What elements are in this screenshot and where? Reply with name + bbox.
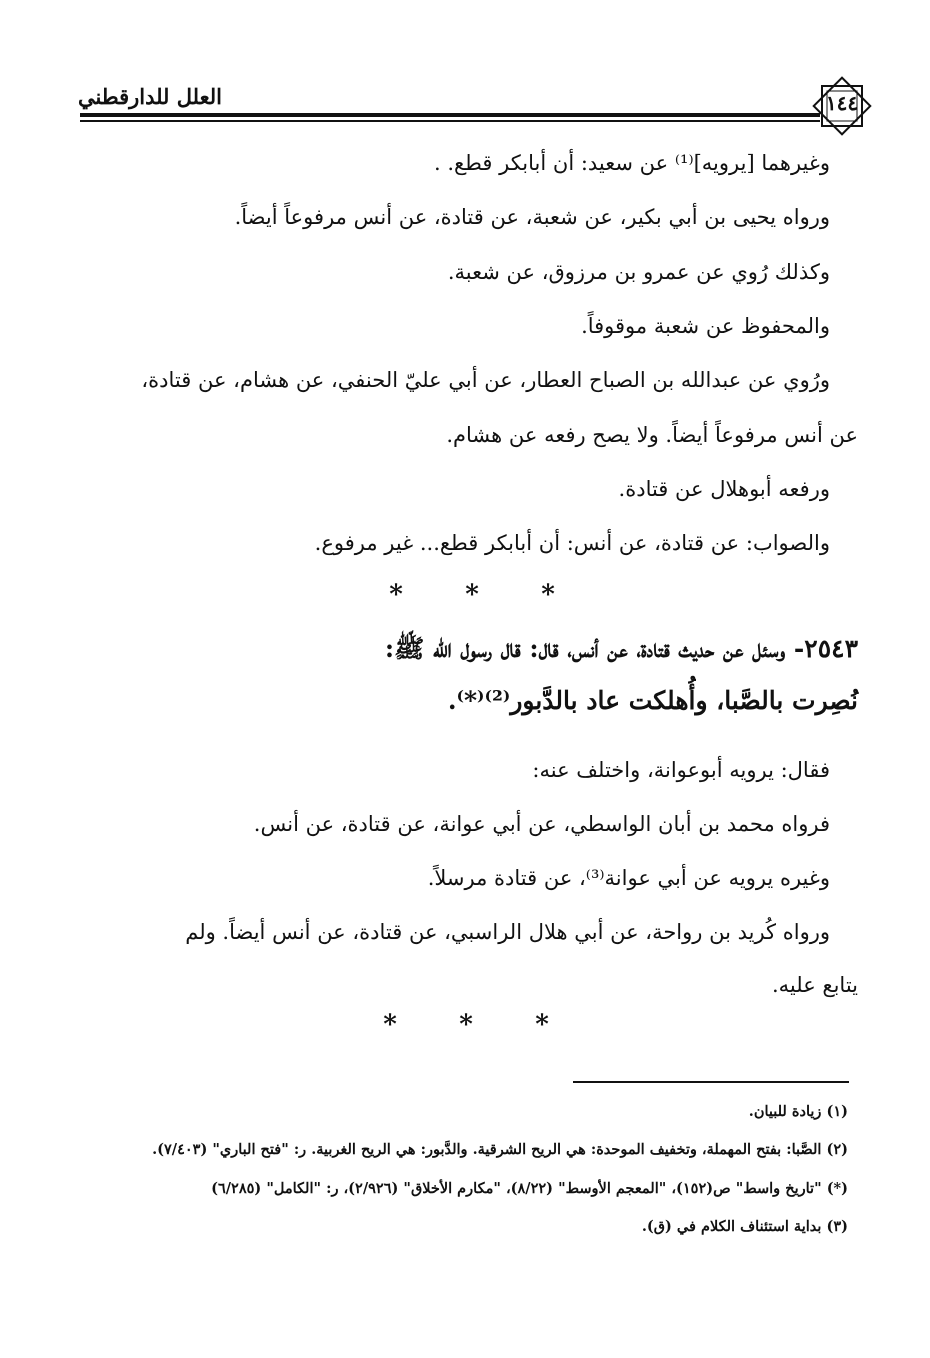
text-line-11: وغيره يرويه عن أبي عوانة⁽³⁾، عن قتادة مرسلاً. — [427, 866, 830, 890]
header-rule-thin — [80, 120, 820, 122]
text-line-6: عن أنس مرفوعاً أيضاً. ولا يصح رفعه عن هشام. — [446, 423, 858, 447]
separator-star: * — [389, 580, 403, 610]
section-separator-1 — [358, 580, 586, 610]
page-number: ١٤٤ — [825, 91, 859, 115]
running-title: العلل للدارقطني — [78, 84, 222, 109]
text-line-7: ورفعه أبوهلال عن قتادة. — [618, 477, 830, 501]
separator-star: * — [535, 1010, 549, 1040]
text-line-2: ورواه يحيى بن أبي بكير، عن شعبة، عن قتادة، عن أنس مرفوعاً أيضاً. — [234, 205, 830, 229]
footnote-2: (٢) الصَّبا: بفتح المهملة، وتخفيف الموحدة: هي الريح الشرقية. والدَّبور: هي الريح الغربية. ر: "فتح الباري" (٧/٤٠٣). — [152, 1141, 848, 1158]
separator-star: * — [459, 1010, 473, 1040]
section-separator-2 — [352, 1010, 580, 1040]
footnote-star: (*) "تاريخ واسط" ص(١٥٢)، "المعجم الأوسط" (٨/٢٢)، "مكارم الأخلاق" (٢/٩٢٦)، ر: "الكامل" (٦/٢٨٥) — [211, 1180, 848, 1197]
separator-star: * — [383, 1010, 397, 1040]
text-line-3: وكذلك رُوي عن عمرو بن مرزوق، عن شعبة. — [447, 260, 830, 284]
text-line-8: والصواب: عن قتادة، عن أنس: أن أبابكر قطع... غير مرفوع. — [314, 531, 830, 555]
text-line-12: ورواه كُريد بن رواحة، عن أبي هلال الراسبي، عن قتادة، عن أنس أيضاً. ولم — [185, 920, 830, 944]
footnote-1: (١) زيادة للبيان. — [748, 1103, 848, 1120]
text-line-13: يتابع عليه. — [771, 973, 858, 997]
entry-heading-line-1: ٢٥٤٣- وسئل عن حديث قتادة، عن أنس، قال: قال رسول الله ﷺ: — [384, 634, 858, 663]
page-number-badge — [808, 72, 876, 140]
footnote-3: (٣) بداية استئناف الكلام في (ق). — [641, 1218, 848, 1235]
text-line-10: فرواه محمد بن أبان الواسطي، عن أبي عوانة، عن قتادة، عن أنس. — [253, 812, 830, 836]
text-line-1: وغيرهما [يرويه]⁽¹⁾ عن سعيد: أن أبابكر قطع. . — [433, 151, 830, 175]
text-line-9: فقال: يرويه أبوعوانة، واختلف عنه: — [532, 758, 830, 782]
text-line-5: ورُوي عن عبدالله بن الصباح العطار، عن أبي عليّ الحنفي، عن هشام، عن قتادة، — [141, 368, 830, 392]
text-line-4: والمحفوظ عن شعبة موقوفاً. — [581, 314, 830, 338]
separator-star: * — [541, 580, 555, 610]
entry-heading-line-2: نُصِرت بالصَّبا، وأُهلكت عاد بالدَّبور⁽²⁾⁽*⁾. — [447, 686, 858, 715]
separator-star: * — [465, 580, 479, 610]
header-rule-thick — [80, 113, 820, 117]
footnote-separator — [573, 1081, 849, 1083]
